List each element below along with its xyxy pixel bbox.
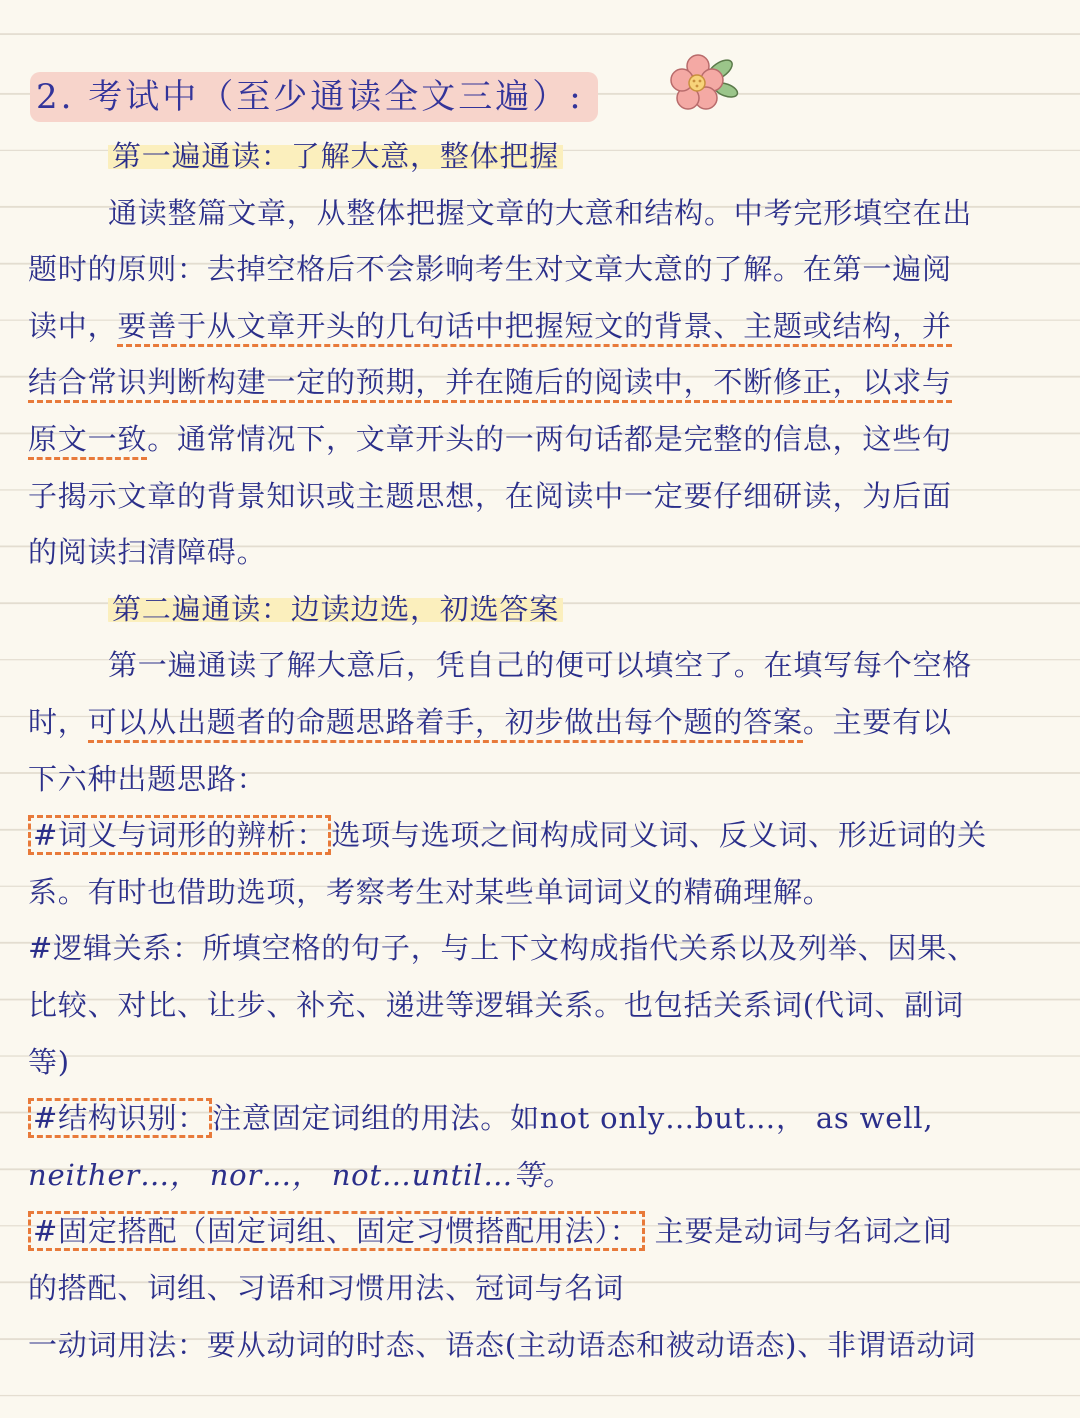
text-span: 。主要有以 [802, 705, 952, 739]
paragraph-line [28, 298, 1052, 355]
text-span: 。通常情况下，文章开头的一两句话都是完整的信息，这些句 [147, 422, 952, 456]
list-item: 一动词用法：要从动词的时态、语态(主动语态和被动语态)、非谓语动词 [28, 1328, 977, 1362]
paragraph-line [28, 694, 1052, 751]
text-span: 主要是动词与名词之间 [654, 1214, 953, 1248]
paragraph-line [28, 354, 1052, 411]
text-span: 注意固定词组的用法。如not only…but…， as well, [212, 1101, 934, 1135]
paragraph-line: 等) [28, 1045, 70, 1079]
paragraph-line: 的阅读扫清障碍。 [28, 535, 267, 569]
underlined-text: 可以从出题者的命题思路着手，初步做出每个题的答案 [88, 705, 803, 743]
list-item [28, 1090, 1052, 1147]
paragraph-line: 子揭示文章的背景知识或主题思想，在阅读中一定要仔细研读，为后面 [28, 479, 952, 513]
text-span: 选项与选项之间构成同义词、反义词、形近词的关 [331, 818, 987, 852]
paragraph-line: 第一遍通读了解大意后，凭自己的便可以填空了。在填写每个空格 [108, 648, 973, 682]
list-item: #逻辑关系：所填空格的句子，与上下文构成指代关系以及列举、因果、 [28, 931, 977, 965]
boxed-label: #固定搭配（固定词组、固定习惯搭配用法）： [28, 1211, 645, 1251]
flower-icon [664, 48, 740, 118]
heading-first-read [28, 128, 1080, 185]
paragraph-line: 比较、对比、让步、补充、递进等逻辑关系。也包括关系词(代词、副词 [28, 988, 964, 1022]
list-item [28, 807, 1052, 864]
heading-second-read-text: 第二遍通读：边读边选，初选答案 [108, 592, 563, 626]
text-span: 读中， [28, 309, 118, 343]
paragraph-line: 的搭配、词组、习语和习惯用法、冠词与名词 [28, 1271, 625, 1305]
paragraph-line: 题时的原则：去掉空格后不会影响考生对文章大意的了解。在第一遍阅 [28, 252, 952, 286]
list-item [28, 1203, 1052, 1260]
heading-first-read-text: 第一遍通读：了解大意，整体把握 [108, 139, 563, 173]
paragraph-line [28, 411, 1052, 468]
paragraph-line: 下六种出题思路： [28, 762, 267, 796]
section-title: 2. 考试中（至少通读全文三遍）: [30, 72, 598, 122]
underlined-text: 结合常识判断构建一定的预期，并在随后的阅读中，不断修正，以求与 [28, 365, 952, 403]
text-span: 时， [28, 705, 88, 739]
boxed-label: #词义与词形的辨析： [28, 815, 331, 855]
paragraph-line: 通读整篇文章，从整体把握文章的大意和结构。中考完形填空在出 [108, 196, 973, 230]
paragraph-line: neither…， nor…， not…until…等。 [28, 1158, 573, 1192]
paragraph-line: 系。有时也借助选项，考察考生对某些单词词义的精确理解。 [28, 875, 833, 909]
underlined-text: 原文一致 [28, 422, 147, 460]
heading-second-read [28, 581, 1080, 638]
boxed-label: #结构识别： [28, 1098, 212, 1138]
underlined-text: 要善于从文章开头的几句话中把握短文的背景、主题或结构，并 [117, 309, 951, 347]
